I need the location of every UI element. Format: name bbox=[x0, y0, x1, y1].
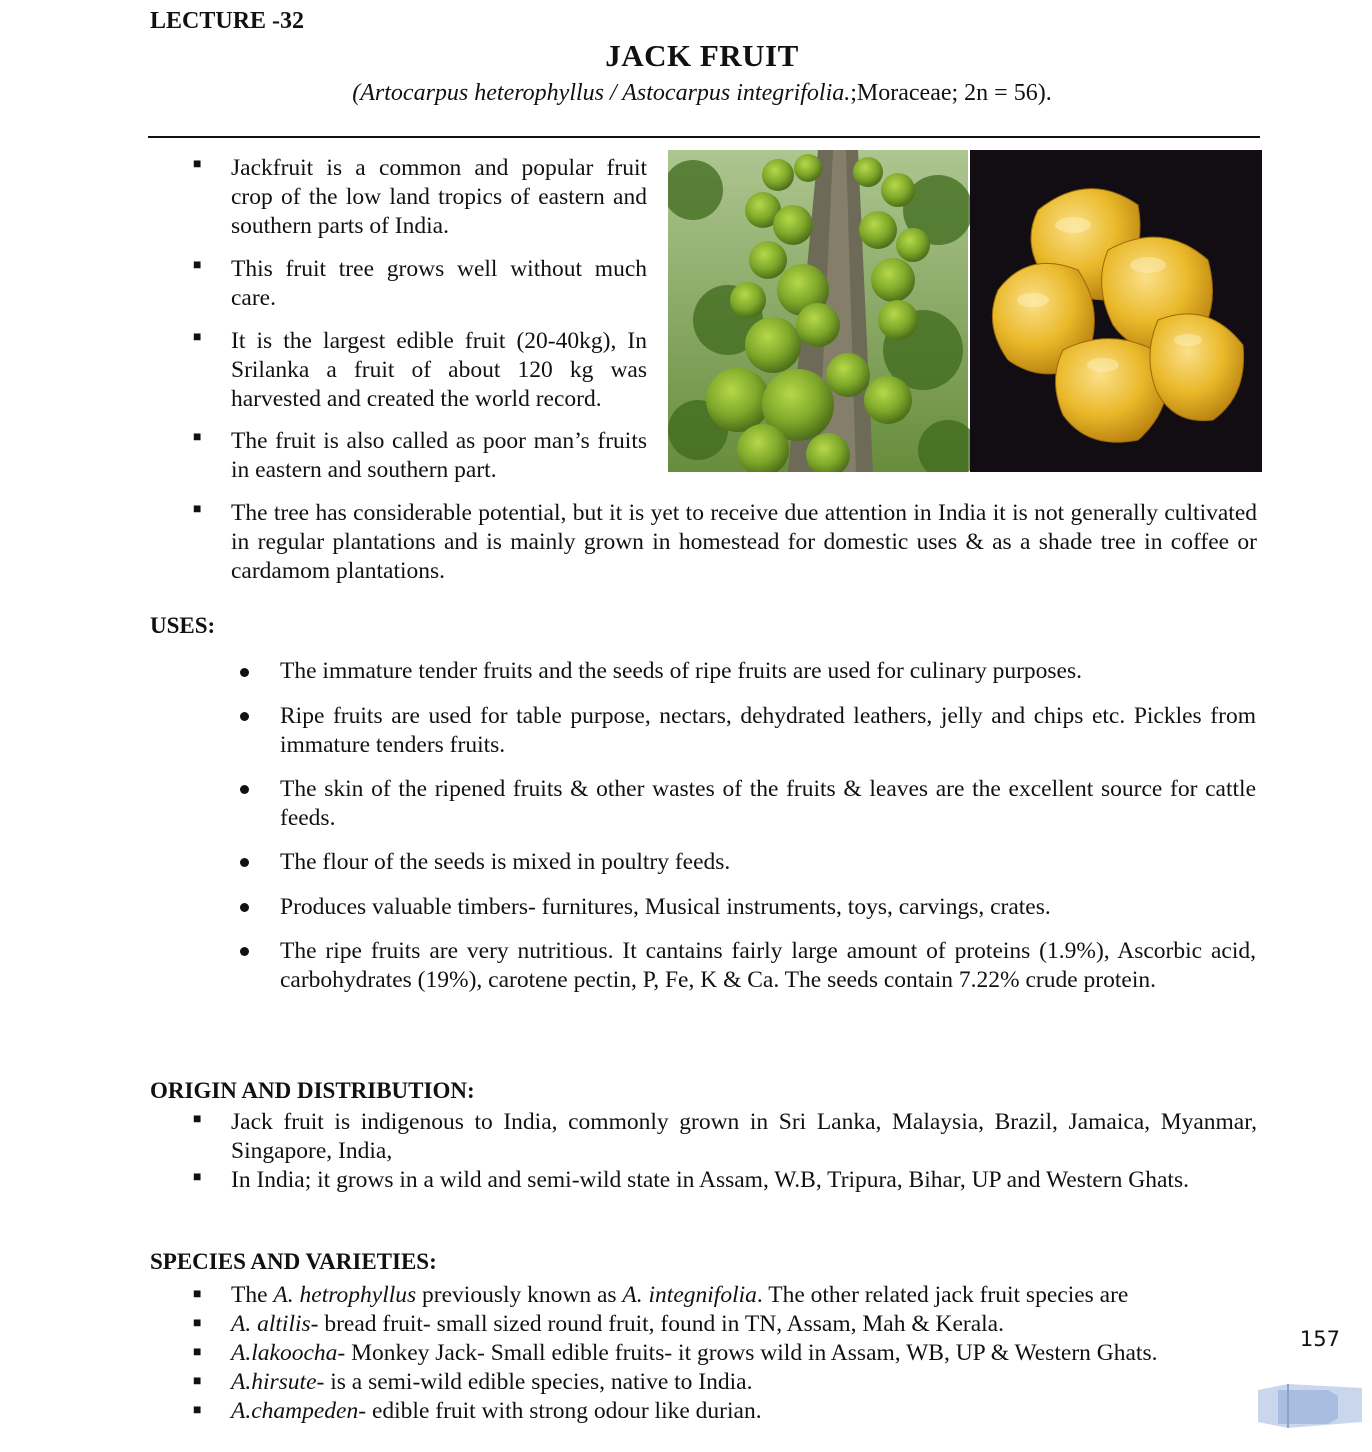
jackfruit-photo bbox=[668, 150, 1262, 472]
square-bullet-icon: ■ bbox=[193, 157, 202, 172]
header-divider bbox=[148, 136, 1260, 138]
page-subtitle bbox=[0, 80, 1372, 107]
uses-item: The immature tender fruits and the seeds of ripe fruits are used for culinary purposes. bbox=[280, 658, 1082, 684]
page-title: JACK FRUIT bbox=[605, 38, 799, 73]
uses-heading: USES: bbox=[150, 613, 216, 638]
species-text: The bbox=[231, 1282, 274, 1308]
intro-item: Jackfruit is a common and popular fruit crop of the low land tropics of eastern and southern parts of India. bbox=[231, 155, 647, 239]
round-bullet-icon bbox=[240, 903, 249, 912]
species-name: A. hetrophyllus bbox=[273, 1282, 417, 1308]
species-item bbox=[231, 1339, 1261, 1368]
uses-item: The ripe fruits are very nutritious. It cantains fairly large amount of proteins (1.9%), Ascorbic acid, carbohydrates (19%), carotene pectin, P, Fe, K & Ca. The seeds contain 7.22% crude protein. bbox=[280, 938, 1256, 993]
species-item bbox=[231, 1368, 1261, 1397]
square-bullet-icon: ■ bbox=[193, 1345, 202, 1360]
family-chromosome: ;Moraceae; 2n = 56). bbox=[850, 80, 1052, 106]
species-name: A.champeden bbox=[231, 1398, 359, 1424]
origin-item: Jack fruit is indigenous to India, commonly grown in Sri Lanka, Malaysia, Brazil, Jamaica, Myanmar, Singapore, India, bbox=[231, 1109, 1257, 1164]
lecture-label: LECTURE -32 bbox=[150, 8, 305, 34]
page-corner-ribbon bbox=[1258, 1382, 1362, 1432]
round-bullet-icon bbox=[240, 858, 249, 867]
species-text: - bread fruit- small sized round fruit, found in TN, Assam, Mah & Kerala. bbox=[310, 1311, 1004, 1337]
uses-item: The flour of the seeds is mixed in poultry feeds. bbox=[280, 849, 731, 875]
origin-heading: ORIGIN AND DISTRIBUTION: bbox=[150, 1078, 475, 1103]
species-text: previously known as bbox=[416, 1282, 623, 1308]
species-item bbox=[231, 1310, 1261, 1339]
species-text: - Monkey Jack- Small edible fruits- it grows wild in Assam, WB, UP & Western Ghats. bbox=[337, 1340, 1158, 1366]
square-bullet-icon: ■ bbox=[193, 1403, 202, 1418]
square-bullet-icon: ■ bbox=[193, 430, 202, 445]
species-item bbox=[231, 1281, 1261, 1310]
round-bullet-icon bbox=[240, 668, 249, 677]
intro-item: It is the largest edible fruit (20-40kg), In Srilanka a fruit of about 120 kg was harvested and created the world record. bbox=[231, 328, 647, 412]
square-bullet-icon: ■ bbox=[193, 1316, 202, 1331]
species-text: - edible fruit with strong odour like durian. bbox=[358, 1398, 762, 1424]
intro-item: The tree has considerable potential, but it is yet to receive due attention in India it is not generally cultivated in regular plantations and is mainly grown in homestead for domestic uses & as a shade tree in coffee or cardamom plantations. bbox=[231, 500, 1257, 584]
species-name: A. altilis bbox=[231, 1311, 311, 1337]
round-bullet-icon bbox=[240, 785, 249, 794]
botanical-name: (Artocarpus heterophyllus / Astocarpus integrifolia. bbox=[352, 80, 851, 106]
species-name: A. integnifolia bbox=[622, 1282, 757, 1308]
square-bullet-icon: ■ bbox=[193, 1170, 202, 1185]
page-number: 157 bbox=[1299, 1327, 1340, 1351]
species-name: A.lakoocha bbox=[231, 1340, 338, 1366]
species-text: . The other related jack fruit species are bbox=[756, 1282, 1129, 1308]
square-bullet-icon: ■ bbox=[193, 502, 202, 517]
square-bullet-icon: ■ bbox=[193, 1287, 202, 1302]
species-heading: SPECIES AND VARIETIES: bbox=[150, 1249, 437, 1274]
square-bullet-icon: ■ bbox=[193, 258, 202, 273]
round-bullet-icon bbox=[240, 712, 249, 721]
uses-item: Ripe fruits are used for table purpose, nectars, dehydrated leathers, jelly and chips etc. Pickles from immature tenders fruits. bbox=[280, 703, 1256, 758]
square-bullet-icon: ■ bbox=[193, 1112, 202, 1127]
origin-item: In India; it grows in a wild and semi-wild state in Assam, W.B, Tripura, Bihar, UP and Western Ghats. bbox=[231, 1167, 1189, 1193]
round-bullet-icon bbox=[240, 947, 249, 956]
species-item bbox=[231, 1397, 1261, 1426]
intro-item: This fruit tree grows well without much care. bbox=[231, 256, 647, 311]
uses-item: The skin of the ripened fruits & other wastes of the fruits & leaves are the excellent source for cattle feeds. bbox=[280, 776, 1256, 831]
species-text: - is a semi-wild edible species, native to India. bbox=[316, 1369, 753, 1395]
intro-item: The fruit is also called as poor man’s fruits in eastern and southern part. bbox=[231, 428, 647, 483]
uses-item: Produces valuable timbers- furnitures, Musical instruments, toys, carvings, crates. bbox=[280, 894, 1051, 920]
species-name: A.hirsute bbox=[231, 1369, 317, 1395]
square-bullet-icon: ■ bbox=[193, 1374, 202, 1389]
square-bullet-icon: ■ bbox=[193, 330, 202, 345]
